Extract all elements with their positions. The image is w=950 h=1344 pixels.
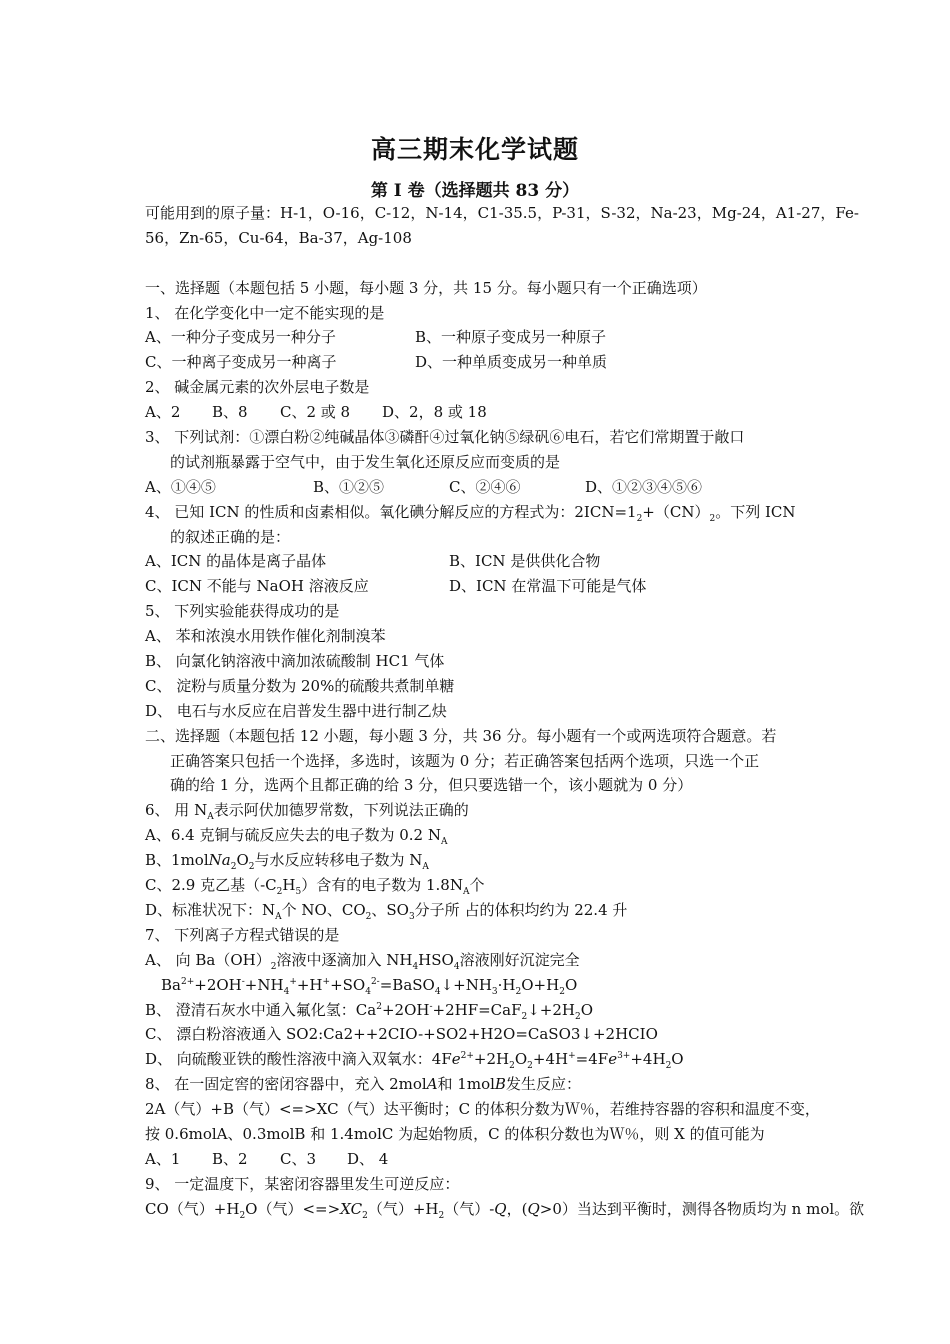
text: 和 1mol bbox=[437, 1075, 495, 1094]
superscript: 2+ bbox=[180, 976, 195, 987]
section-2-heading-line-3: 确的给 1 分，选两个且都正确的给 3 分，但只要选错一个，该小题就为 0 分） bbox=[170, 776, 693, 795]
subscript: 2 bbox=[239, 1210, 246, 1221]
text: 发生反应： bbox=[505, 1075, 581, 1094]
option-b: B、ICN 是供供化合物 bbox=[449, 552, 601, 571]
option-d: D、ICN 在常温下可能是气体 bbox=[449, 577, 647, 596]
superscript: 2 bbox=[376, 1001, 382, 1012]
text: A、 向 Ba（OH） bbox=[145, 950, 271, 969]
option-b: B、2 bbox=[212, 1149, 248, 1168]
text: +（CN） bbox=[642, 502, 710, 521]
question-5-option-a: A、 苯和浓溴水用铁作催化剂制溴苯 bbox=[145, 627, 386, 646]
text: +NH bbox=[244, 975, 284, 994]
text: O+H bbox=[521, 975, 560, 994]
text: ）含有的电子数为 1.8N bbox=[301, 876, 463, 895]
option-c: C、一种离子变成另一种离子 bbox=[145, 353, 337, 372]
italic-text: Na bbox=[208, 851, 231, 870]
question-4-stem-line-2: 的叙述正确的是： bbox=[170, 527, 291, 546]
text: +H bbox=[296, 975, 323, 994]
option-d: D、 4 bbox=[347, 1149, 389, 1168]
question-7-option-c: C、 漂白粉溶液通入 SO2:Ca2++2CIO-+SO2+H2O=CaSO3↓+2HCIO bbox=[145, 1025, 658, 1044]
subscript: 2 bbox=[230, 862, 237, 873]
text: +2H bbox=[473, 1050, 510, 1069]
subscript: 2 bbox=[636, 513, 643, 524]
question-5-stem: 5、 下列实验能获得成功的是 bbox=[145, 602, 340, 621]
text: O bbox=[564, 975, 578, 994]
text: >0）当达到平衡时，测得各物质均为 n mol。欲 bbox=[539, 1199, 865, 1218]
text: CO（气）+H bbox=[145, 1199, 240, 1218]
option-a: A、1 bbox=[145, 1149, 181, 1168]
subscript: 5 bbox=[295, 887, 302, 898]
text: 、SO bbox=[371, 900, 409, 919]
option-c: C、2 或 8 bbox=[280, 403, 351, 422]
text: +2OH bbox=[194, 975, 242, 994]
text: HSO bbox=[418, 950, 454, 969]
option-c: C、②④⑥ bbox=[449, 477, 521, 496]
superscript: 3+ bbox=[617, 1051, 631, 1062]
text: 8、 在一固定窖的密闭容器中，充入 2mol bbox=[145, 1075, 427, 1094]
subscript: 4 bbox=[453, 961, 460, 972]
question-7-option-d bbox=[145, 1047, 813, 1072]
question-6-option-b bbox=[145, 848, 813, 873]
text: 溶液中逐滴加入 NH bbox=[276, 950, 413, 969]
subscript: 2 bbox=[515, 986, 522, 997]
subscript: 2 bbox=[559, 986, 565, 997]
subscript: 3 bbox=[408, 911, 415, 922]
text: O bbox=[236, 851, 249, 870]
text: O bbox=[580, 1000, 594, 1019]
text: 4、 已知 ICN 的性质和卤素相似。氧化碘分解反应的方程式为：2ICN=1 bbox=[145, 502, 637, 521]
text: O bbox=[671, 1050, 684, 1069]
question-2-options bbox=[145, 400, 813, 425]
italic-text: Q bbox=[494, 1199, 507, 1218]
text: （气）- bbox=[444, 1199, 495, 1218]
question-1-options-row-1 bbox=[145, 325, 813, 350]
text: 表示阿伏加德罗常数，下列说法正确的 bbox=[213, 801, 469, 820]
superscript: + bbox=[289, 976, 297, 987]
option-a: A、①④⑤ bbox=[145, 477, 216, 496]
superscript: + bbox=[568, 1051, 576, 1062]
subscript: 2 bbox=[276, 887, 283, 898]
question-3-stem-line-1: 3、 下列试剂：①漂白粉②纯碱晶体③磷酐④过氧化钠⑤绿矾⑥电石，若它们常期置于敞口 bbox=[145, 428, 745, 447]
question-7-option-b bbox=[145, 998, 813, 1023]
section-subtitle: 第 I 卷（选择题共 83 分） bbox=[370, 181, 580, 201]
option-a: A、ICN 的晶体是离子晶体 bbox=[145, 552, 327, 571]
text: 个 bbox=[469, 876, 485, 895]
option-a: A、一种分子变成另一种分子 bbox=[145, 328, 336, 347]
subscript: 3 bbox=[491, 986, 498, 997]
italic-text: B bbox=[494, 1075, 506, 1094]
question-8-line-2: 2A（气）+B（气）<=>XC（气）达平衡时；C 的体积分数为Ｗ％，若维持容器的容积和温度不变， bbox=[145, 1100, 820, 1119]
option-d: D、2，8 或 18 bbox=[382, 403, 487, 422]
subscript: 2 bbox=[248, 862, 255, 873]
text: +4H bbox=[630, 1050, 666, 1069]
option-c: C、3 bbox=[280, 1149, 317, 1168]
subscript: 2 bbox=[509, 1061, 515, 1072]
option-d: D、一种单质变成另一种单质 bbox=[415, 353, 608, 372]
text: ，( bbox=[506, 1199, 528, 1218]
subscript: A bbox=[440, 837, 448, 848]
question-2-stem: 2、 碱金属元素的次外层电子数是 bbox=[145, 378, 370, 397]
text: ·H bbox=[497, 975, 516, 994]
option-c: C、ICN 不能与 NaOH 溶液反应 bbox=[145, 577, 369, 596]
text: （气）+H bbox=[367, 1199, 439, 1218]
option-b: B、8 bbox=[212, 403, 248, 422]
subscript: 2 bbox=[438, 1210, 445, 1221]
question-5-option-c: C、 淀粉与质量分数为 20%的硫酸共煮制单糖 bbox=[145, 676, 455, 695]
text: +2OH bbox=[381, 1000, 430, 1019]
subscript: 2 bbox=[270, 961, 277, 972]
text: Ba bbox=[161, 975, 181, 994]
italic-text: Q bbox=[527, 1199, 540, 1218]
subscript: 2 bbox=[365, 911, 372, 922]
subscript: 4 bbox=[365, 986, 371, 997]
question-1-stem: 1、 在化学变化中一定不能实现的是 bbox=[145, 303, 385, 322]
question-6-option-d bbox=[145, 898, 813, 923]
question-8-options bbox=[145, 1147, 813, 1172]
italic-text: XC bbox=[340, 1199, 363, 1218]
subscript: 4 bbox=[283, 986, 290, 997]
question-5-option-d: D、 电石与水反应在启普发生器中进行制乙炔 bbox=[145, 701, 447, 720]
section-2-heading-line-1: 二、选择题（本题包括 12 小题，每小题 3 分，共 36 分。每小题有一个或两选项符合题意。若 bbox=[145, 726, 777, 745]
question-4-options-row-2 bbox=[145, 574, 813, 599]
text: B、 澄清石灰水中通入氟化氢：Ca bbox=[145, 1000, 377, 1019]
text: 6、 用 N bbox=[145, 801, 208, 820]
option-d: D、①②③④⑤⑥ bbox=[585, 477, 703, 496]
text: =BaSO bbox=[379, 975, 435, 994]
text: +SO bbox=[330, 975, 366, 994]
question-6-stem bbox=[145, 798, 813, 823]
subscript: 4 bbox=[412, 961, 419, 972]
text: 与水反应转移电子数为 N bbox=[254, 851, 423, 870]
question-9-stem: 9、 一定温度下，某密闭容器里发生可逆反应： bbox=[145, 1174, 460, 1193]
italic-text: A bbox=[426, 1075, 438, 1094]
superscript: - bbox=[429, 1001, 433, 1012]
question-3-stem-line-2: 的试剂瓶暴露于空气中，由于发生氧化还原反应而变质的是 bbox=[170, 452, 561, 471]
question-8-line-3: 按 0.6molA、0.3molB 和 1.4molC 为起始物质，C 的体积分数也为Ｗ％，则 X 的值可能为 bbox=[145, 1124, 765, 1143]
subscript: A bbox=[422, 862, 429, 873]
superscript: 2- bbox=[370, 976, 380, 987]
text: D、标准状况下：N bbox=[145, 900, 276, 919]
option-b: B、①②⑤ bbox=[313, 477, 385, 496]
subscript: 2 bbox=[709, 513, 716, 524]
text: C、2.9 克乙基（-C bbox=[145, 876, 277, 895]
subscript: 2 bbox=[665, 1061, 672, 1072]
text: =4F bbox=[575, 1050, 609, 1069]
superscript: - bbox=[241, 976, 245, 987]
subscript: A bbox=[275, 911, 282, 922]
section-1-heading: 一、选择题（本题包括 5 小题，每小题 3 分，共 15 分。每小题只有一个正确选项） bbox=[145, 278, 707, 297]
text: +4H bbox=[532, 1050, 569, 1069]
text: A、6.4 克铜与硫反应失去的电子数为 0.2 N bbox=[145, 826, 441, 845]
italic-text: e bbox=[451, 1050, 461, 1069]
subscript: 2 bbox=[575, 1011, 581, 1022]
text: 。下列 ICN bbox=[715, 502, 796, 521]
document-title: 高三期末化学试题 bbox=[370, 135, 579, 164]
subscript: A bbox=[462, 887, 470, 898]
subscript: 2 bbox=[521, 1011, 528, 1022]
text: +2HF=CaF bbox=[432, 1000, 522, 1019]
superscript: + bbox=[322, 976, 331, 987]
question-3-options bbox=[145, 475, 813, 500]
section-2-heading-line-2: 正确答案只包括一个选择，多选时，该题为 0 分；若正确答案包括两个选项，只选一个正 bbox=[170, 751, 760, 770]
atomic-mass-line-1: 可能用到的原子量：H-1，O-16，C-12，N-14，C1-35.5，P-31，S-32，Na-23，Mg-24，A1-27，Fe- bbox=[145, 204, 859, 222]
text: D、 向硫酸亚铁的酸性溶液中滴入双氧水：4F bbox=[145, 1050, 452, 1069]
question-1-options-row-2 bbox=[145, 350, 813, 375]
text: 溶液刚好沉淀完全 bbox=[459, 950, 580, 969]
text: O bbox=[514, 1050, 528, 1069]
text: O（气）<=> bbox=[245, 1199, 341, 1218]
text: ↓+NH bbox=[440, 975, 492, 994]
italic-text: e bbox=[608, 1050, 618, 1069]
question-6-option-a bbox=[145, 823, 813, 848]
subscript: A bbox=[207, 812, 214, 823]
text: B、1mol bbox=[145, 851, 209, 870]
question-6-option-c bbox=[145, 873, 813, 898]
question-5-option-b: B、 向氯化钠溶液中滴加浓硫酸制 HC1 气体 bbox=[145, 652, 445, 671]
text: 分子所 占的体积均约为 22.4 升 bbox=[414, 900, 628, 919]
question-4-stem-line-1 bbox=[145, 500, 813, 525]
subscript: 2 bbox=[362, 1210, 368, 1221]
question-4-options-row-1 bbox=[145, 549, 813, 574]
question-7-option-a bbox=[145, 948, 813, 973]
atomic-mass-line-2: 56，Zn-65，Cu-64，Ba-37，Ag-108 bbox=[145, 228, 412, 247]
option-b: B、一种原子变成另一种原子 bbox=[415, 328, 607, 347]
text: H bbox=[282, 876, 296, 895]
spacer bbox=[145, 251, 813, 276]
text: 个 NO、CO bbox=[281, 900, 366, 919]
subscript: 2 bbox=[527, 1061, 533, 1072]
question-9-line-2 bbox=[145, 1197, 865, 1222]
question-7-equation-a bbox=[145, 973, 813, 998]
question-7-stem: 7、 下列离子方程式错误的是 bbox=[145, 925, 340, 944]
subscript: 4 bbox=[434, 986, 441, 997]
question-8-stem bbox=[145, 1072, 813, 1097]
option-a: A、2 bbox=[145, 403, 181, 422]
text: ↓+2H bbox=[527, 1000, 575, 1019]
document-body bbox=[145, 201, 865, 1222]
superscript: 2+ bbox=[460, 1051, 474, 1062]
